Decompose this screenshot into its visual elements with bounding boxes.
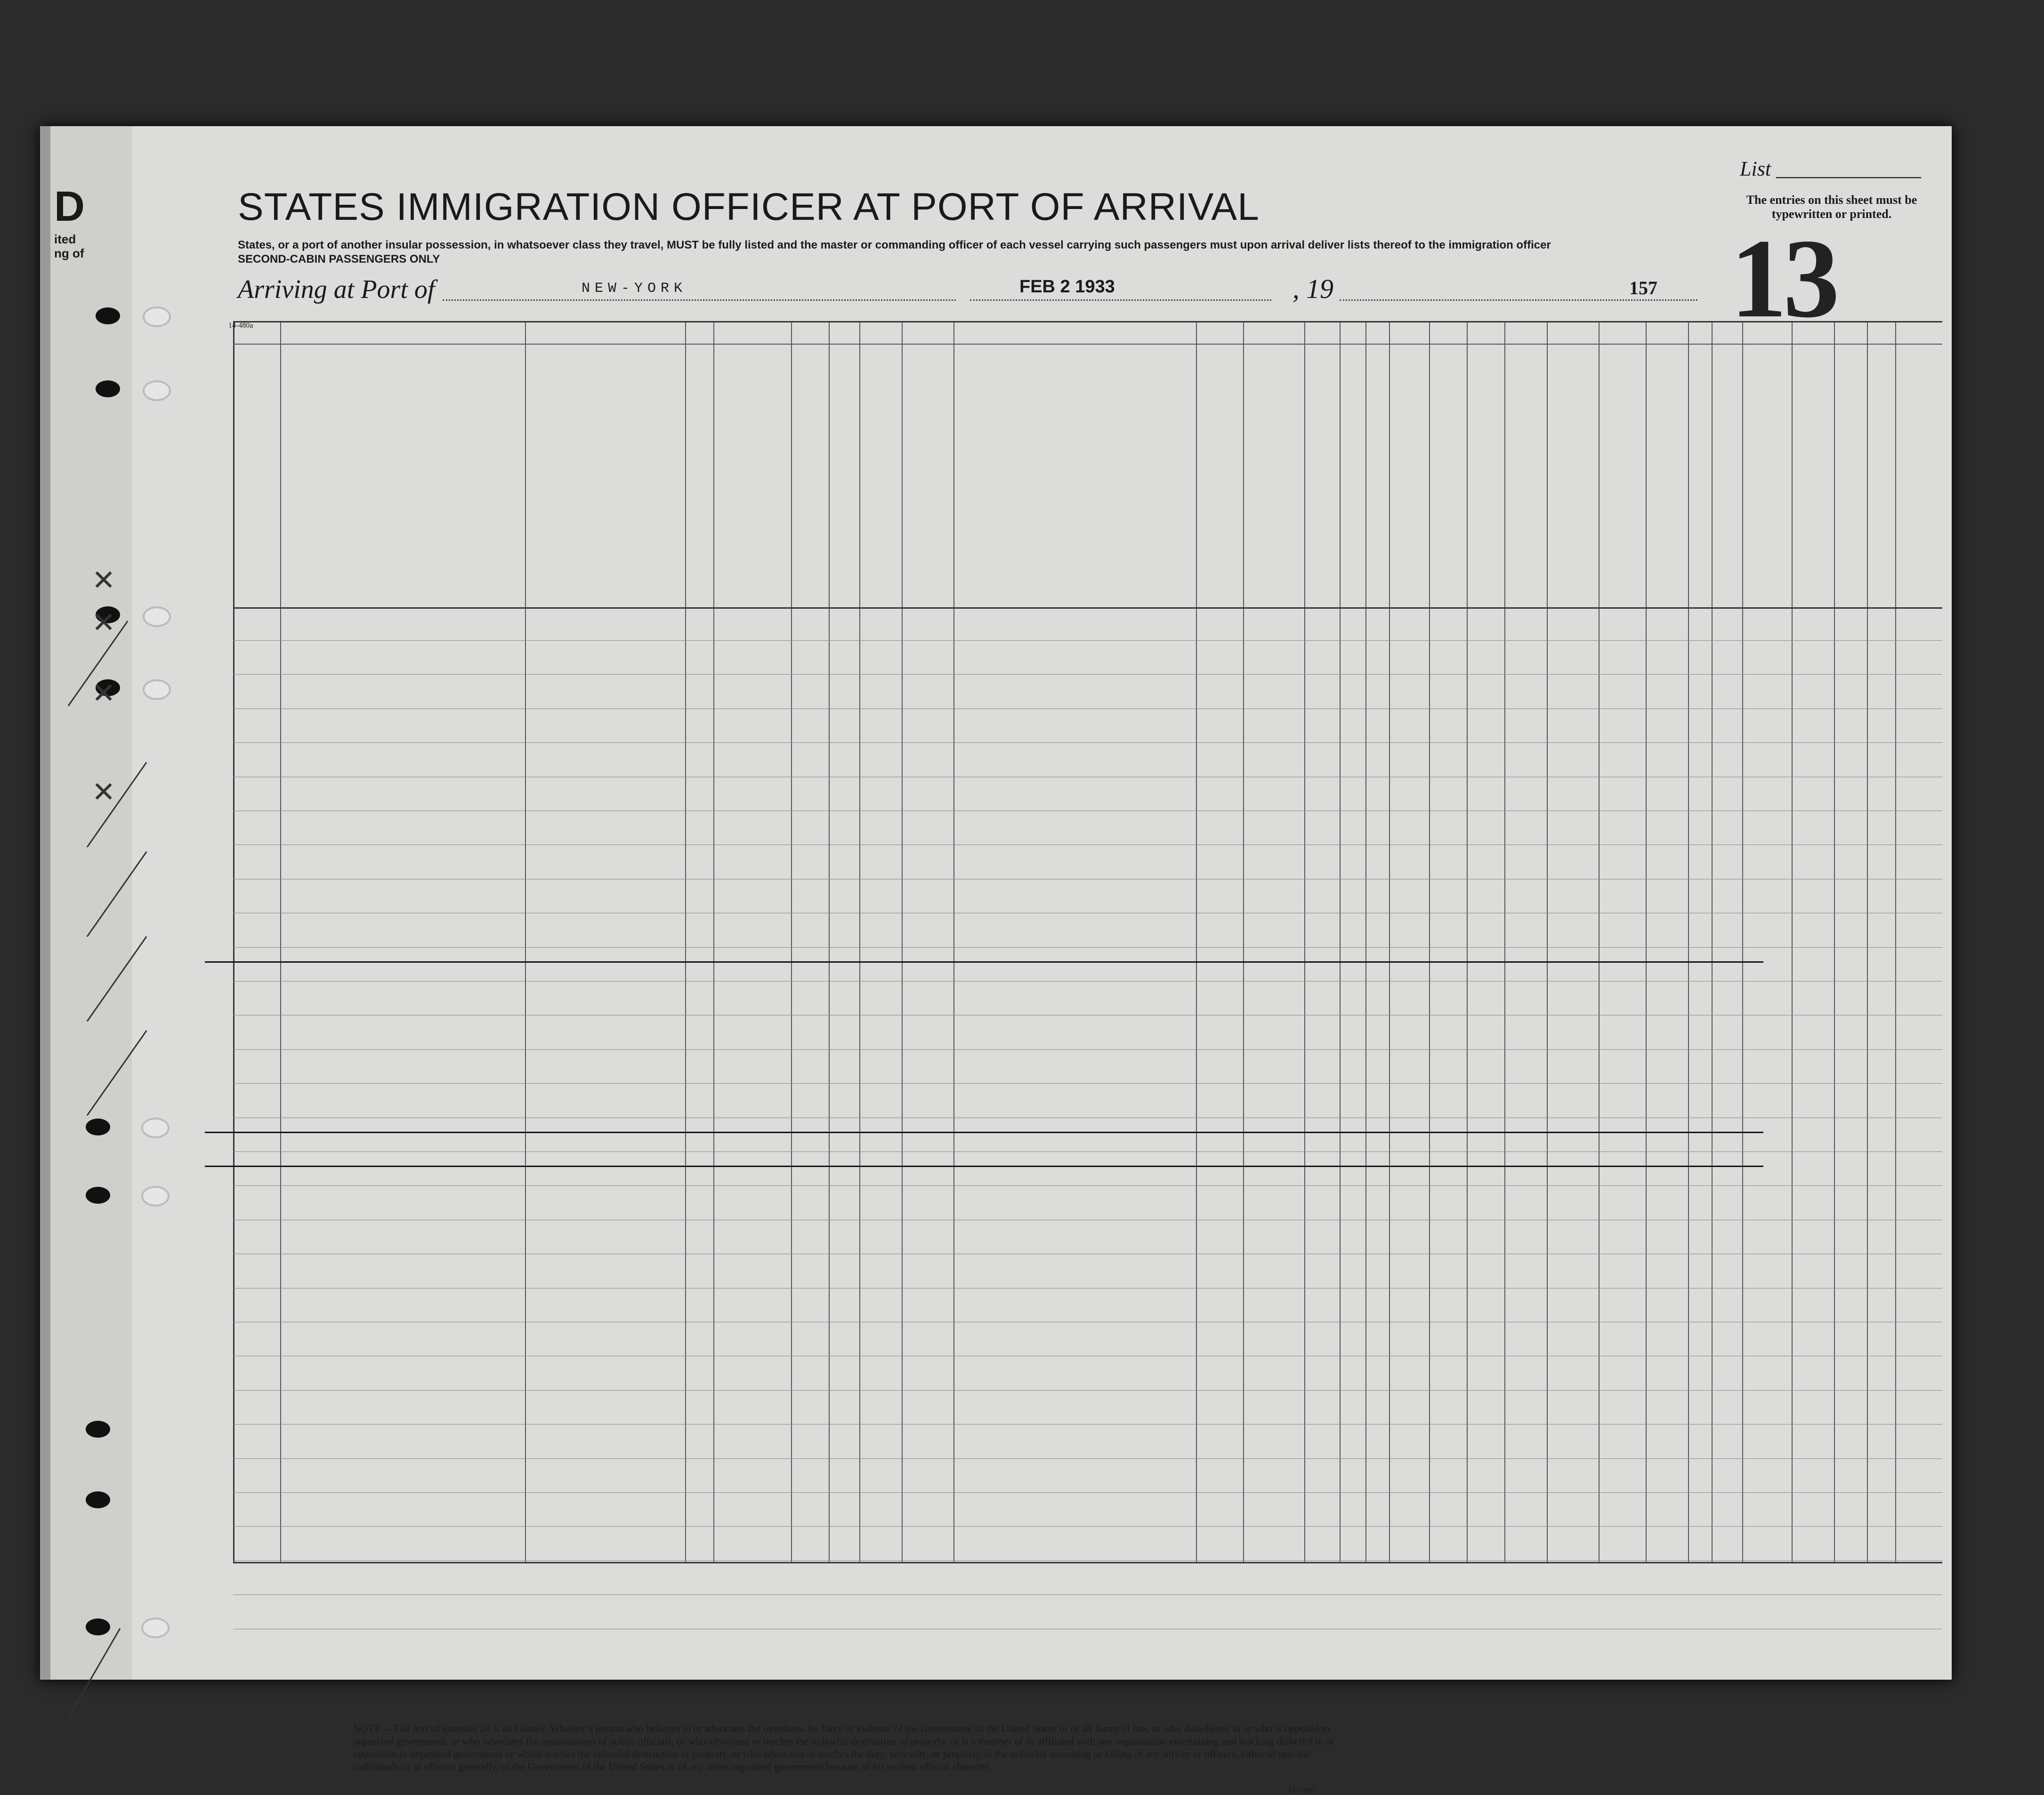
column-rule [233, 321, 234, 1562]
binder-ring [143, 306, 171, 327]
column-rule [791, 321, 792, 1562]
column-rule [1243, 321, 1244, 1562]
year-label: , 19 [1293, 274, 1333, 304]
row-rule [233, 674, 1942, 675]
manifest-page [40, 126, 1952, 1795]
footer-code: 14—180 [1288, 1787, 1314, 1795]
list-label: List ______________ [1740, 157, 1922, 180]
left-fragment-1: D [54, 183, 85, 230]
dotted-rule [443, 299, 956, 301]
row-rule [233, 947, 1942, 948]
column-rule [1599, 321, 1600, 1562]
arriving-label: Arriving at Port of [238, 275, 435, 304]
column-rule [1688, 321, 1689, 1562]
binder-ring [141, 1186, 170, 1207]
dotted-rule [1340, 299, 1697, 301]
footnote: NOTE.—Full text of question 28 is as follows: Whether a person who believes in or advocates the overthrow by force or violence of the Government of the United States or of all forms of law, or who disbelieves in or who is opposed to organized government, or who advocates the assassination of public officials, or who advocates or teaches the unlawful destruction of property, or is a member of or affiliated with any organization entertaining and teaching disbelief in or opposition to organized government or which teaches the unlawful destruction of property, or who advocates or teaches the duty, necessity, or propriety of the unlawful assaulting or killing of any officer or officers, either of specific individuals or of officers generally, of the Government of the United States or of any other organized government because of his or their official character. [353, 1723, 1334, 1772]
x-mark: ✕ [92, 678, 116, 709]
binder-hole [96, 307, 120, 324]
binder-ring [143, 679, 171, 700]
column-rule [1340, 321, 1341, 1562]
binder-hole [86, 1618, 110, 1635]
row-rule [233, 1594, 1942, 1595]
column-rule [859, 321, 860, 1562]
column-rule [1467, 321, 1468, 1562]
column-rule [1196, 321, 1197, 1562]
page-number: 157 [1629, 277, 1657, 298]
binding-strip [40, 126, 50, 1680]
column-rule [1742, 321, 1743, 1562]
header-number-rule [233, 344, 1942, 345]
dotted-rule [970, 299, 1271, 301]
column-rule [1365, 321, 1366, 1562]
table-bottom-rule [233, 1562, 1942, 1563]
row-rule [233, 742, 1942, 743]
column-rule [1504, 321, 1505, 1562]
column-rule [1712, 321, 1713, 1562]
strike-through [205, 961, 1763, 963]
column-rule [525, 321, 526, 1562]
arrival-date: FEB 2 1933 [1019, 277, 1115, 297]
binder-ring [141, 1618, 170, 1638]
left-fragment-3: ng of [54, 246, 84, 260]
row-rule [233, 1083, 1942, 1084]
column-rule [1867, 321, 1868, 1562]
column-rule [1646, 321, 1647, 1562]
row-rule [233, 1424, 1942, 1425]
row-rule [233, 1049, 1942, 1050]
column-rule [1547, 321, 1548, 1562]
column-rule [1792, 321, 1793, 1562]
column-rule [713, 321, 714, 1562]
header-top-rule [233, 321, 1942, 322]
row-rule [233, 1151, 1942, 1152]
left-fragment-2: ited [54, 232, 76, 246]
column-rule [902, 321, 903, 1562]
binder-ring [143, 380, 171, 401]
column-rule [1389, 321, 1390, 1562]
manifest-table [233, 321, 1942, 1562]
binder-hole [86, 1491, 110, 1508]
binder-hole [96, 380, 120, 397]
page-title: STATES IMMIGRATION OFFICER AT PORT OF ARRIVAL [238, 185, 1260, 228]
row-rule [233, 1526, 1942, 1527]
x-mark: ✕ [92, 607, 116, 638]
binder-hole [86, 1187, 110, 1204]
subtitle [238, 238, 1650, 266]
x-mark: ✕ [92, 777, 116, 808]
left-margin [40, 126, 132, 1680]
subtitle-line-1: States, or a port of another insular possession, in whatsoever class they travel, MUST be fully listed and the master or commanding officer of each vessel carrying such passengers must upon arrival deliver lists thereof to the immigration officer [238, 239, 1551, 251]
column-rule [829, 321, 830, 1562]
binder-ring [141, 1118, 170, 1138]
binder-hole [86, 1421, 110, 1438]
row-rule [233, 981, 1942, 982]
row-rule [233, 1390, 1942, 1391]
binder-ring [143, 606, 171, 627]
column-rule [1834, 321, 1835, 1562]
row-rule [233, 1185, 1942, 1186]
entries-note: The entries on this sheet must be typewritten or printed. [1746, 193, 1917, 221]
header-bottom-rule [233, 607, 1942, 609]
column-rule [1895, 321, 1896, 1562]
row-rule [233, 708, 1942, 709]
column-rule [1304, 321, 1305, 1562]
column-rule [1429, 321, 1430, 1562]
subtitle-line-2: SECOND-CABIN PASSENGERS ONLY [238, 253, 440, 266]
strike-through [205, 1166, 1763, 1167]
x-mark: ✕ [92, 565, 116, 596]
row-rule [233, 640, 1942, 641]
list-number: 13 [1730, 216, 1836, 341]
column-rule [280, 321, 281, 1562]
column-rule [953, 321, 954, 1562]
strike-through [205, 1132, 1763, 1133]
column-rule [685, 321, 686, 1562]
arrival-port: NEW-YORK [582, 281, 687, 297]
binder-hole [86, 1119, 110, 1135]
row-rule [233, 1492, 1942, 1493]
form-code: 14-480a [228, 322, 253, 330]
row-rule [233, 1458, 1942, 1459]
